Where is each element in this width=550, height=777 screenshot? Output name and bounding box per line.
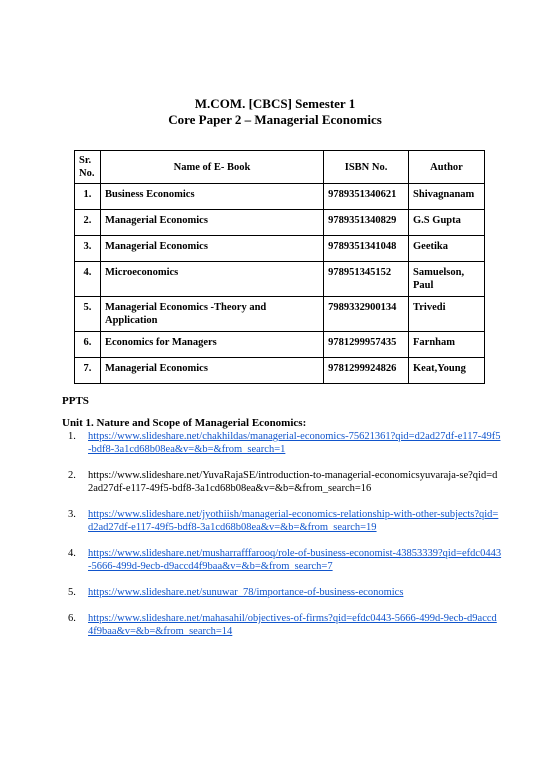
cell-author: Samuelson, Paul — [409, 262, 485, 297]
ppt-link[interactable]: https://www.slideshare.net/mahasahil/objectives-of-firms?qid=efdc0443-5666-499d-9ecb-d9accd4f9baa&v=&b=&from_search=14 — [88, 613, 497, 637]
ppt-link[interactable]: https://www.slideshare.net/jyothiish/managerial-economics-relationship-with-other-subjects?qid=d2ad27df-e117-49f5-bdf8-3a1cd68b08ea&v=&b=&from_search=19 — [88, 509, 499, 533]
list-item-number: 4. — [68, 548, 76, 559]
cell-ebook-name: Economics for Managers — [100, 332, 323, 358]
list-item — [62, 547, 502, 573]
list-item — [62, 508, 502, 534]
cell-author: Keat,Young — [409, 358, 485, 384]
cell-isbn: 7989332900134 — [324, 297, 409, 332]
cell-ebook-name: Managerial Economics — [100, 210, 323, 236]
cell-sr-no: 7. — [75, 358, 101, 384]
header-sr-no: Sr. No. — [75, 151, 101, 184]
cell-isbn: 9789351341048 — [324, 236, 409, 262]
unit-heading: Unit 1. Nature and Scope of Managerial Economics: — [62, 417, 307, 429]
cell-sr-no: 4. — [75, 262, 101, 297]
table-row — [75, 236, 485, 262]
cell-sr-no: 5. — [75, 297, 101, 332]
ppt-link[interactable]: https://www.slideshare.net/sunuwar_78/importance-of-business-economics — [88, 587, 404, 598]
list-item-number: 1. — [68, 431, 76, 442]
cell-sr-no: 2. — [75, 210, 101, 236]
list-item-number: 2. — [68, 470, 76, 481]
cell-ebook-name: Managerial Economics -Theory and Application — [100, 297, 323, 332]
document-title: M.COM. [CBCS] Semester 1 — [194, 96, 356, 111]
table-row — [75, 210, 485, 236]
cell-isbn: 9789351340829 — [324, 210, 409, 236]
header-ebook-name: Name of E- Book — [100, 151, 323, 184]
cell-author: G.S Gupta — [409, 210, 485, 236]
cell-isbn: 978951345152 — [324, 262, 409, 297]
ppt-link[interactable]: https://www.slideshare.net/musharrafffarooq/role-of-business-economist-43853339?qid=efdc0443-5666-499d-9ecb-d9accd4f9baa&v=&b=&from_search=7 — [88, 548, 502, 572]
cell-ebook-name: Managerial Economics — [100, 236, 323, 262]
cell-ebook-name: Microeconomics — [100, 262, 323, 297]
cell-ebook-name: Managerial Economics — [100, 358, 323, 384]
table-row — [75, 184, 485, 210]
list-item — [62, 469, 502, 495]
header-author: Author — [409, 151, 485, 184]
table-header-row — [75, 151, 485, 184]
cell-isbn: 9781299924826 — [324, 358, 409, 384]
cell-sr-no: 1. — [75, 184, 101, 210]
table-row — [75, 262, 485, 297]
table-row — [75, 358, 485, 384]
header-isbn: ISBN No. — [324, 151, 409, 184]
ebook-table — [74, 150, 485, 384]
cell-author: Shivagnanam — [409, 184, 485, 210]
list-item — [62, 612, 502, 638]
list-item-number: 3. — [68, 509, 76, 520]
list-item — [62, 430, 502, 456]
cell-sr-no: 3. — [75, 236, 101, 262]
document-subtitle: Core Paper 2 – Managerial Economics — [168, 112, 382, 127]
cell-author: Trivedi — [409, 297, 485, 332]
list-item-number: 5. — [68, 587, 76, 598]
cell-isbn: 9781299957435 — [324, 332, 409, 358]
list-item-number: 6. — [68, 613, 76, 624]
cell-sr-no: 6. — [75, 332, 101, 358]
cell-author: Geetika — [409, 236, 485, 262]
ppt-url-text: https://www.slideshare.net/YuvaRajaSE/introduction-to-managerial-economicsyuvaraja-se?qid=d2ad27df-e117-49f5-bdf8-3a1cd68b08ea&v=&b=&from_search=16 — [88, 470, 498, 494]
cell-ebook-name: Business Economics — [100, 184, 323, 210]
ppt-link[interactable]: https://www.slideshare.net/chakhildas/managerial-economics-75621361?qid=d2ad27df-e117-49f5-bdf8-3a1cd68b08ea&v=&b=&from_search=1 — [88, 431, 501, 455]
table-row — [75, 332, 485, 358]
list-item — [62, 586, 502, 599]
ppt-link-list — [62, 430, 502, 651]
ppts-heading: PPTS — [62, 395, 89, 407]
cell-isbn: 9789351340621 — [324, 184, 409, 210]
cell-author: Farnham — [409, 332, 485, 358]
table-row — [75, 297, 485, 332]
